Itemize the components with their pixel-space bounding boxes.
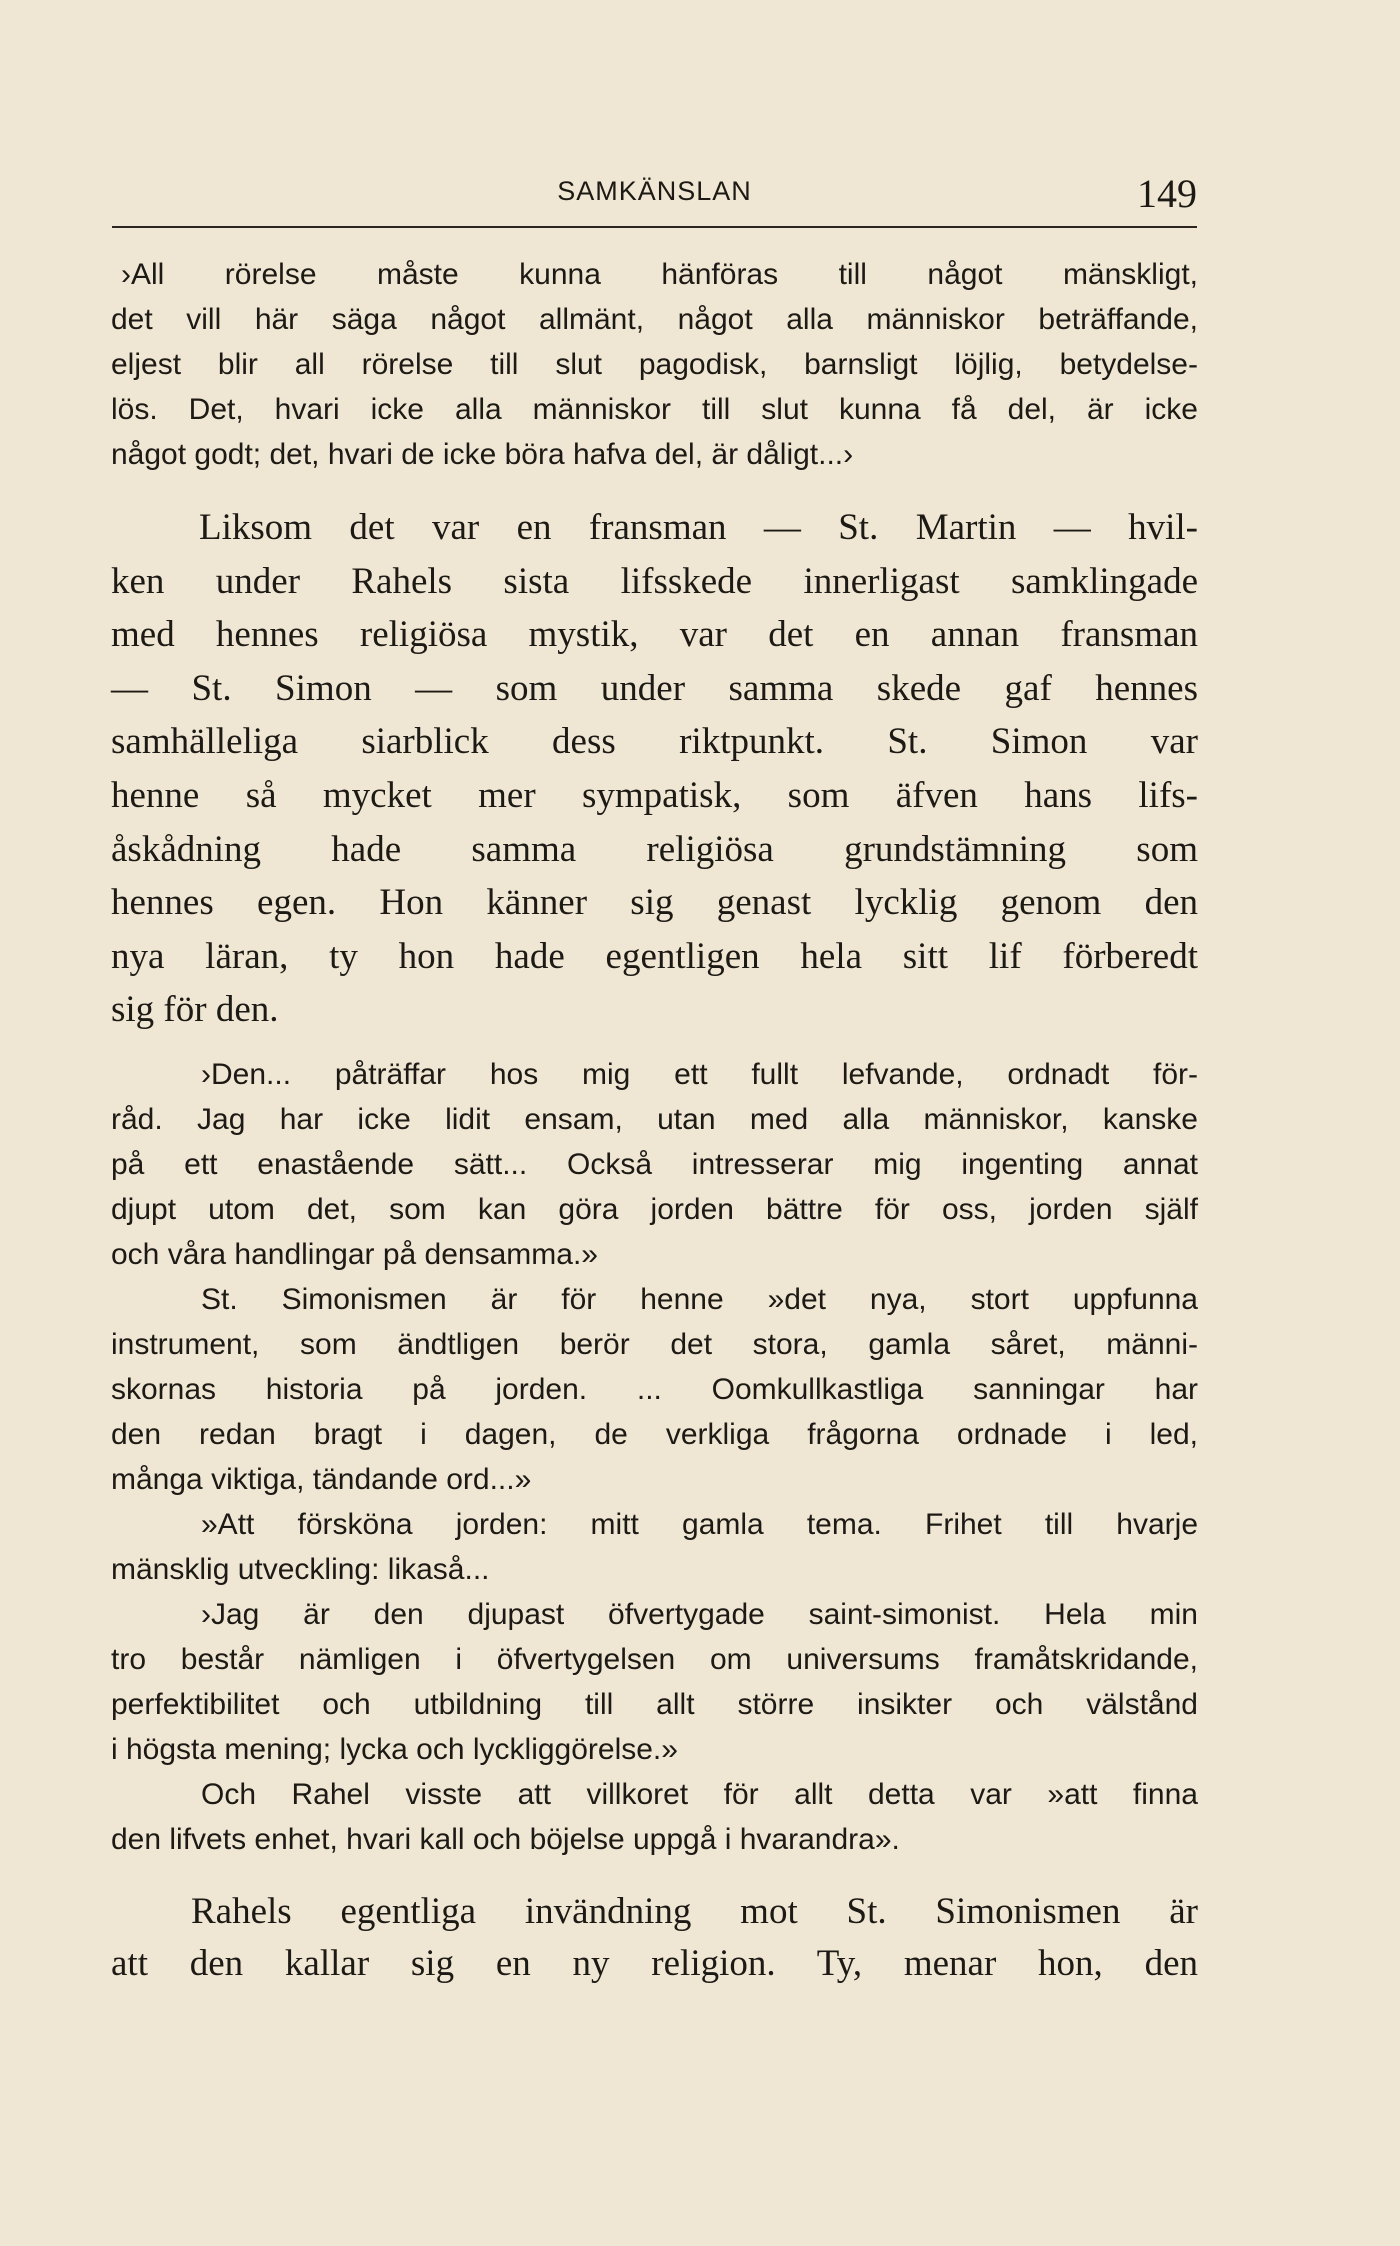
text-line: och våra handlingar på densamma.» [111, 1238, 598, 1271]
text-line: det vill här säga något allmänt, något alla människor beträffande, [111, 303, 1198, 336]
header-rule [112, 226, 1197, 228]
text-line: ken under Rahels sista lifsskede innerligast samklingade [111, 560, 1198, 602]
text-line: den lifvets enhet, hvari kall och böjelse uppgå i hvarandra». [111, 1823, 900, 1856]
paragraph-2 [111, 1886, 1198, 1990]
paragraph-1 [111, 501, 1198, 1037]
text-line: i högsta mening; lycka och lyckliggörelse.» [111, 1733, 678, 1766]
text-line: att den kallar sig en ny religion. Ty, menar hon, den [111, 1943, 1198, 1984]
quote-block-1 [111, 252, 1198, 477]
text-line: Liksom det var en fransman — St. Martin — hvil- [199, 507, 1198, 548]
text-line: råd. Jag har icke lidit ensam, utan med alla människor, kanske [111, 1103, 1198, 1136]
text-line: sig för den. [111, 989, 279, 1031]
quote-block-2 [111, 1052, 1198, 1862]
text-line: mänsklig utveckling: likaså... [111, 1553, 490, 1586]
text-line: Och Rahel visste att villkoret för allt detta var »att finna [201, 1778, 1198, 1811]
text-line: hennes egen. Hon känner sig genast lycklig genom den [111, 882, 1198, 924]
text-line: Rahels egentliga invändning mot St. Simonismen är [191, 1891, 1198, 1932]
text-line: tro består nämligen i öfvertygelsen om universums framåtskridande, [111, 1643, 1198, 1676]
text-line: åskådning hade samma religiösa grundstämning som [111, 828, 1198, 870]
text-line: ›Jag är den djupast öfvertygade saint-simonist. Hela min [201, 1598, 1198, 1631]
text-line: eljest blir all rörelse till slut pagodisk, barnsligt löjlig, betydelse- [111, 348, 1198, 381]
text-line: »Att försköna jorden: mitt gamla tema. Frihet till hvarje [201, 1508, 1198, 1541]
text-line: djupt utom det, som kan göra jorden bättre för oss, jorden själf [111, 1193, 1198, 1226]
running-title: SAMKÄNSLAN [557, 176, 752, 206]
page-header [112, 170, 1197, 224]
text-line: skornas historia på jorden. ... Oomkullkastliga sanningar har [111, 1373, 1198, 1406]
text-line: på ett enastående sätt... Också intresserar mig ingenting annat [111, 1148, 1198, 1181]
text-line: perfektibilitet och utbildning till allt större insikter och välstånd [111, 1688, 1198, 1721]
text-line: den redan bragt i dagen, de verkliga frågorna ordnade i led, [111, 1418, 1198, 1451]
text-line: något godt; det, hvari de icke böra hafva del, är dåligt...› [111, 438, 854, 471]
text-line: samhälleliga siarblick dess riktpunkt. St. Simon var [111, 721, 1198, 763]
page-number: 149 [1137, 171, 1197, 216]
text-line: många viktiga, tändande ord...» [111, 1463, 532, 1496]
text-line: henne så mycket mer sympatisk, som äfven hans lifs- [111, 774, 1198, 816]
text-line: med hennes religiösa mystik, var det en annan fransman [111, 614, 1198, 656]
text-line: nya läran, ty hon hade egentligen hela sitt lif förberedt [111, 935, 1198, 977]
text-line: ›Den... påträffar hos mig ett fullt lefvande, ordnadt för- [201, 1058, 1198, 1091]
text-line: lös. Det, hvari icke alla människor till slut kunna få del, är icke [111, 393, 1198, 426]
text-line: instrument, som ändtligen berör det stora, gamla såret, männi- [111, 1328, 1198, 1361]
text-line: St. Simonismen är för henne »det nya, stort uppfunna [201, 1283, 1198, 1316]
text-line: — St. Simon — som under samma skede gaf hennes [111, 667, 1198, 709]
text-line: ›All rörelse måste kunna hänföras till något mänskligt, [121, 258, 1198, 291]
